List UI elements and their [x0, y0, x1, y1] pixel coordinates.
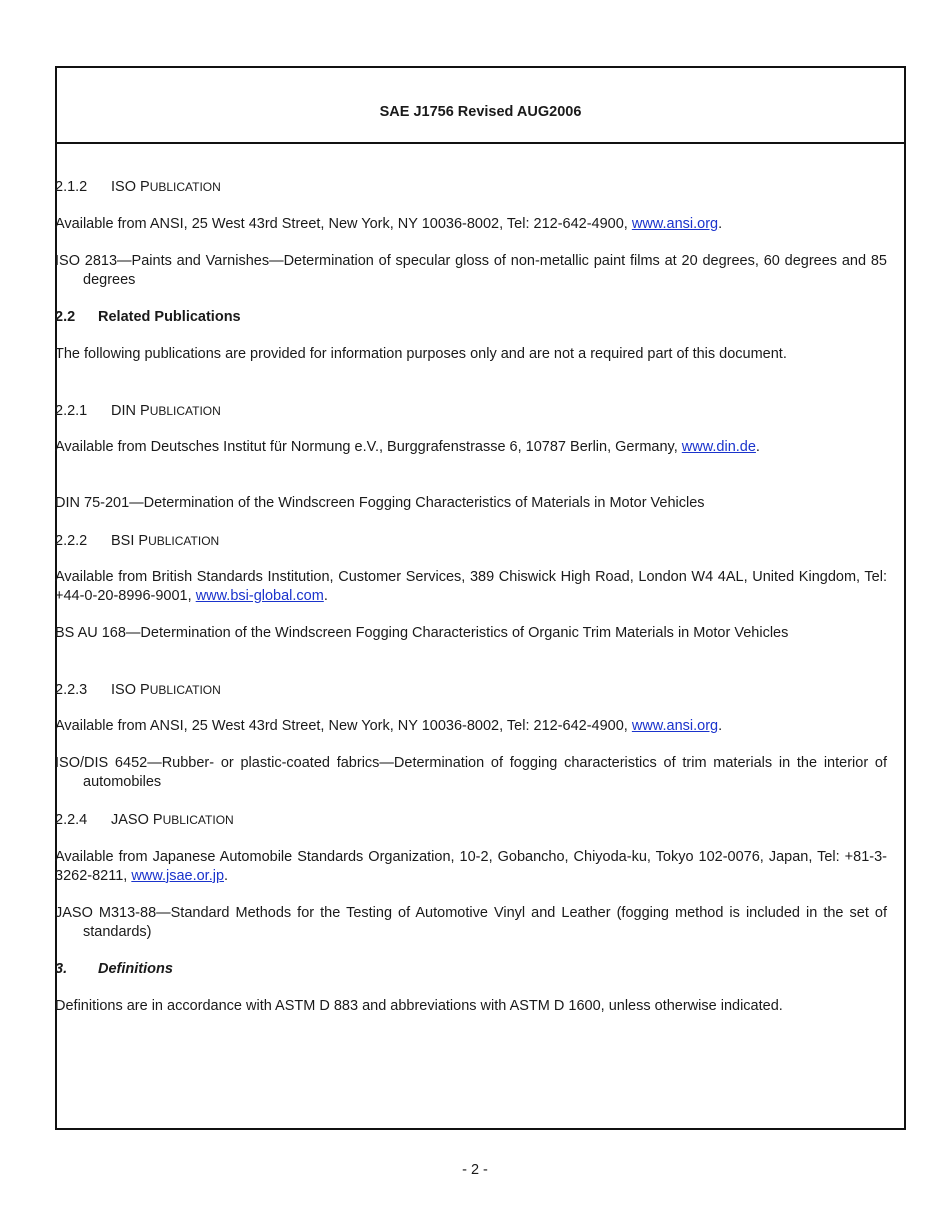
subsection-heading-2-2-4: 2.2.4 JASO PUBLICATION — [55, 812, 234, 828]
jaso-availability: Available from Japanese Automobile Standards Organization, 10-2, Gobancho, Chiyoda-ku, Tokyo 102-0076, Japan, Tel: +81-3-3262-8211, www.jsae.or.jp. — [55, 849, 887, 884]
ansi-availability-2: Available from ANSI, 25 West 43rd Street, New York, NY 10036-8002, Tel: 212-642-4900, www.ansi.org. — [55, 718, 723, 734]
ansi-availability: Available from ANSI, 25 West 43rd Street, New York, NY 10036-8002, Tel: 212-642-4900, www.ansi.org. — [55, 216, 723, 232]
section-heading-3: 3. Definitions — [55, 961, 173, 977]
jsae-link[interactable]: www.jsae.or.jp — [131, 867, 225, 884]
din-availability: Available from Deutsches Institut für Normung e.V., Burggrafenstrasse 6, 10787 Berlin, Germany, www.din.de. — [55, 439, 760, 455]
bs-au-168-reference: BS AU 168—Determination of the Windscreen Fogging Characteristics of Organic Trim Materials in Motor Vehicles — [55, 625, 789, 641]
iso-dis-6452-reference: ISO/DIS 6452—Rubber- or plastic-coated fabrics—Determination of fogging characteristics of trim materials in the interior of automobiles — [55, 755, 887, 790]
page-header — [57, 68, 904, 144]
subsection-heading-2-2-3: 2.2.3 ISO PUBLICATION — [55, 682, 221, 698]
definitions-text: Definitions are in accordance with ASTM D 883 and abbreviations with ASTM D 1600, unless otherwise indicated. — [55, 998, 783, 1014]
ansi-link[interactable]: www.ansi.org — [631, 216, 719, 232]
bsi-availability: Available from British Standards Institution, Customer Services, 389 Chiswick High Road, London W4 4AL, United Kingdom, Tel: +44-0-20-8996-9001, www.bsi-global.com. — [55, 569, 887, 604]
jaso-m313-88-reference: JASO M313-88—Standard Methods for the Testing of Automotive Vinyl and Leather (fogging method is included in the set of standards) — [55, 905, 887, 940]
din-75-201-reference: DIN 75-201—Determination of the Windscreen Fogging Characteristics of Materials in Motor Vehicles — [55, 495, 705, 511]
subsection-heading-2-2-1: 2.2.1 DIN PUBLICATION — [55, 403, 221, 419]
subsection-heading-2-1-2: 2.1.2 ISO PUBLICATION — [55, 179, 221, 195]
related-publications-intro: The following publications are provided for information purposes only and are not a required part of this document. — [55, 346, 787, 362]
subsection-heading-2-2-2: 2.2.2 BSI PUBLICATION — [55, 533, 220, 549]
page-number: - 2 - — [462, 1162, 488, 1178]
section-heading-2-2: 2.2 Related Publications — [55, 309, 241, 325]
ansi-link-2[interactable]: www.ansi.org — [631, 718, 719, 734]
iso-2813-reference: ISO 2813—Paints and Varnishes—Determination of specular gloss of non-metallic paint films at 20 degrees, 60 degrees and 85 degrees — [55, 253, 887, 288]
din-link[interactable]: www.din.de — [681, 439, 756, 455]
bsi-link[interactable]: www.bsi-global.com — [195, 587, 324, 604]
document-title: SAE J1756 Revised AUG2006 — [379, 104, 582, 120]
